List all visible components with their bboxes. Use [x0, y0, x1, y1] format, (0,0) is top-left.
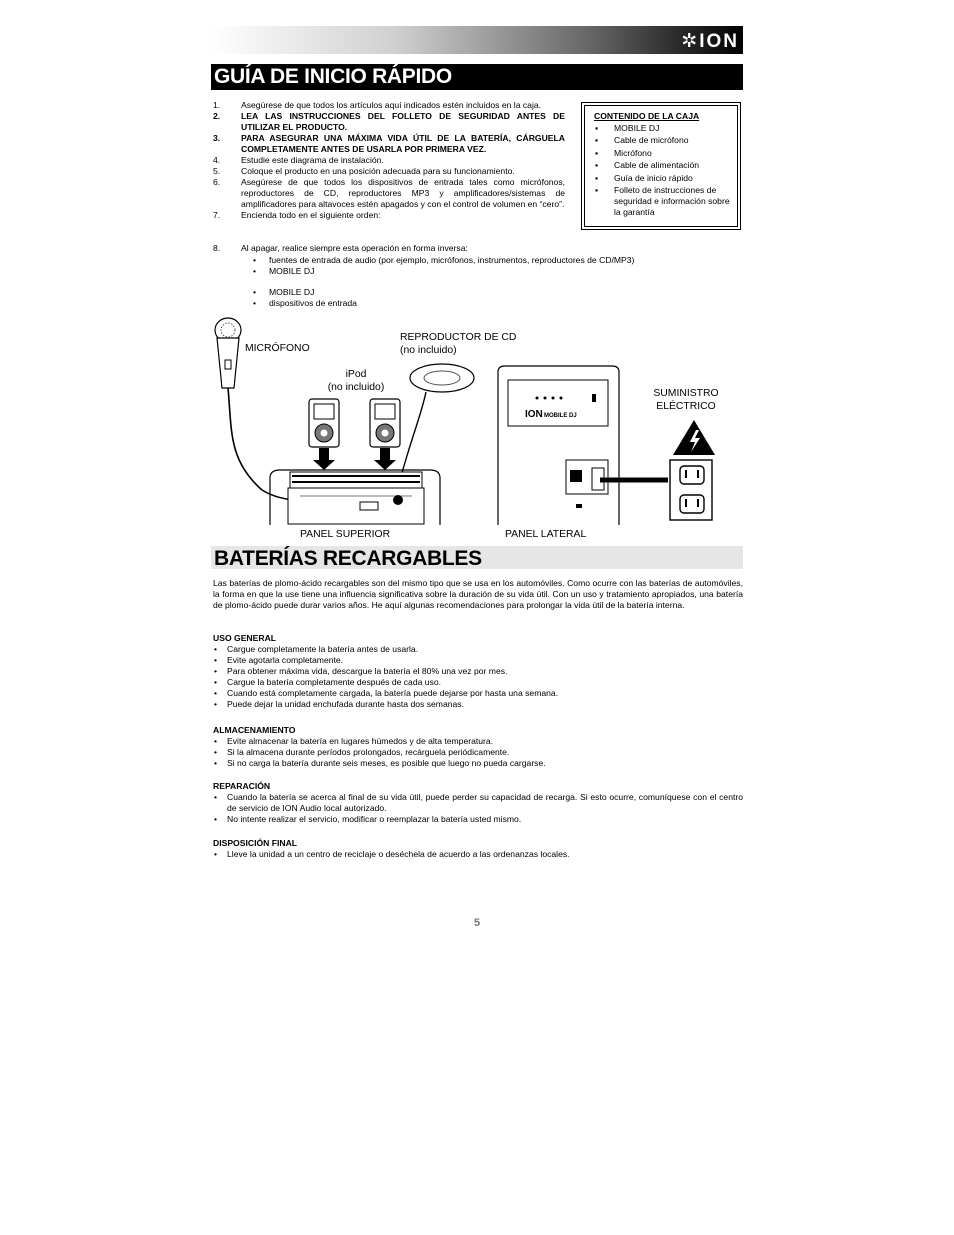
ipod-label-line1: iPod [345, 369, 367, 380]
list-item: • MOBILE DJ [241, 287, 357, 298]
step-7: 7. Encienda todo en el siguiente orden: [213, 210, 381, 220]
power-label-line2: ELÉCTRICO [656, 401, 716, 412]
box-contents-title: CONTENIDO DE LA CAJA [594, 111, 700, 121]
storage-list [213, 736, 743, 769]
list-item: • Si la almacena durante períodos prolongados, recárguela periódicamente. [213, 747, 743, 758]
top-panel-label: PANEL SUPERIOR [300, 529, 391, 540]
ipod-label-line2: (no incluido) [327, 382, 385, 393]
section-heading: DISPOSICIÓN FINAL [213, 838, 298, 848]
step-2: 2. LEA LAS INSTRUCCIONES DEL FOLLETO DE SEGURIDAD ANTES DE UTILIZAR EL PRODUCTO. [213, 111, 565, 132]
section-heading: ALMACENAMIENTO [213, 725, 296, 735]
list-item: • No intente realizar el servicio, modificar o reemplazar la batería usted mismo. [213, 814, 743, 825]
side-panel-illustration [498, 366, 668, 525]
repair-list [213, 792, 743, 825]
power-label-line1: SUMINISTRO [653, 388, 719, 399]
ipod-icon [309, 399, 400, 470]
list-item: • fuentes de entrada de audio (por ejemplo, micrófonos, instrumentos, reproductores de CD/MP3) [241, 255, 634, 266]
ion-logo: ✲ION [681, 31, 739, 52]
warning-triangle-icon [673, 420, 715, 455]
list-item: • Si no carga la batería durante seis meses, es posible que luego no pueda cargarse. [213, 758, 743, 769]
device-logo-text: ION [525, 409, 543, 420]
list-item: ▪ Cable de alimentación [594, 160, 734, 171]
list-item: • Cargue completamente la batería antes de usarla. [213, 644, 743, 655]
general-use-list [213, 644, 743, 710]
mic-label: MICRÓFONO [245, 343, 310, 354]
section-heading: USO GENERAL [213, 633, 277, 643]
disposal-section [213, 838, 743, 860]
list-item: • dispositivos de entrada [241, 298, 357, 309]
power-outlet-icon [670, 460, 712, 520]
list-item: • Evite agotarla completamente. [213, 655, 743, 666]
general-use-section [213, 633, 743, 710]
step-1: 1. Asegúrese de que todos los artículos aquí indicados estén incluidos en la caja. [213, 100, 542, 110]
top-panel-illustration [270, 470, 440, 525]
logo-icon: ✲ [681, 31, 700, 52]
list-item: • Cuando está completamente cargada, la batería puede dejarse por hasta una semana. [213, 688, 743, 699]
page-number: 5 [473, 917, 481, 929]
step-8: 8. Al apagar, realice siempre esta operación en forma inversa: [213, 243, 468, 253]
step-6: 6. Asegúrese de que todos los dispositivos de entrada tales como micrófonos, reproductores de CD, reproductores MP3 y amplificadores/sistemas de amplificadores para altavoces estén apagados y con el control de volumen en “cero”. [213, 177, 565, 209]
disposal-list [213, 849, 743, 860]
list-item: ▪ Guía de inicio rápido [594, 173, 734, 184]
storage-section [213, 725, 743, 769]
repair-section [213, 781, 743, 825]
list-item: • Cuando la batería se acerca al final de su vida útil, puede perder su capacidad de recarga. Si esto ocurre, comuníquese con el centro de servicio de ION Audio local autorizado. [213, 792, 743, 814]
step-4: 4. Estudie este diagrama de instalación. [213, 155, 384, 165]
rechargeable-batteries-title: BATERÍAS RECARGABLES [211, 546, 743, 569]
list-item: • Puede dejar la unidad enchufada durante hasta dos semanas. [213, 699, 743, 710]
list-item: ▪ Micrófono [594, 148, 734, 159]
device-name-text: MOBILE DJ [544, 413, 577, 419]
step-3: 3. PARA ASEGURAR UNA MÁXIMA VIDA ÚTIL DE LA BATERÍA, CÁRGUELA COMPLETAMENTE ANTES DE USARLA POR PRIMERA VEZ. [213, 133, 565, 154]
battery-intro-paragraph: Las baterías de plomo-ácido recargables son del mismo tipo que se usa en los automóviles. Como ocurre con las baterías de automóviles, la forma en que la use tiene una influencia significativa sobre la duración de su vida útil. Con un uso y tratamiento apropiados, una batería de plomo-ácido puede durar varios años. He aquí algunas recomendaciones para prolongar la vida útil de la batería interna. [213, 578, 743, 610]
list-item: • MOBILE DJ [241, 266, 634, 277]
list-item: • Lleve la unidad a un centro de reciclaje o deséchela de acuerdo a las ordenanzas locales. [213, 849, 743, 860]
cd-label-line2: (no incluido) [400, 345, 457, 356]
list-item: • Para obtener máxima vida, descargue la batería el 80% una vez por mes. [213, 666, 743, 677]
list-item: ▪ Cable de micrófono [594, 135, 734, 146]
section-heading: REPARACIÓN [213, 781, 271, 791]
list-item: • Evite almacenar la batería en lugares húmedos y de alta temperatura. [213, 736, 743, 747]
list-item: • Cargue la batería completamente después de cada uso. [213, 677, 743, 688]
list-item: ▪ MOBILE DJ [594, 123, 734, 134]
setup-diagram [0, 0, 954, 560]
step-5: 5. Coloque el producto en una posición adecuada para su funcionamiento. [213, 166, 515, 176]
list-item: ▪ Folleto de instrucciones de seguridad e información sobre la garantía [594, 185, 734, 218]
cd-label-line1: REPRODUCTOR DE CD [400, 332, 517, 343]
quick-start-title: GUÍA DE INICIO RÁPIDO [211, 64, 743, 90]
side-panel-label: PANEL LATERAL [505, 529, 587, 540]
